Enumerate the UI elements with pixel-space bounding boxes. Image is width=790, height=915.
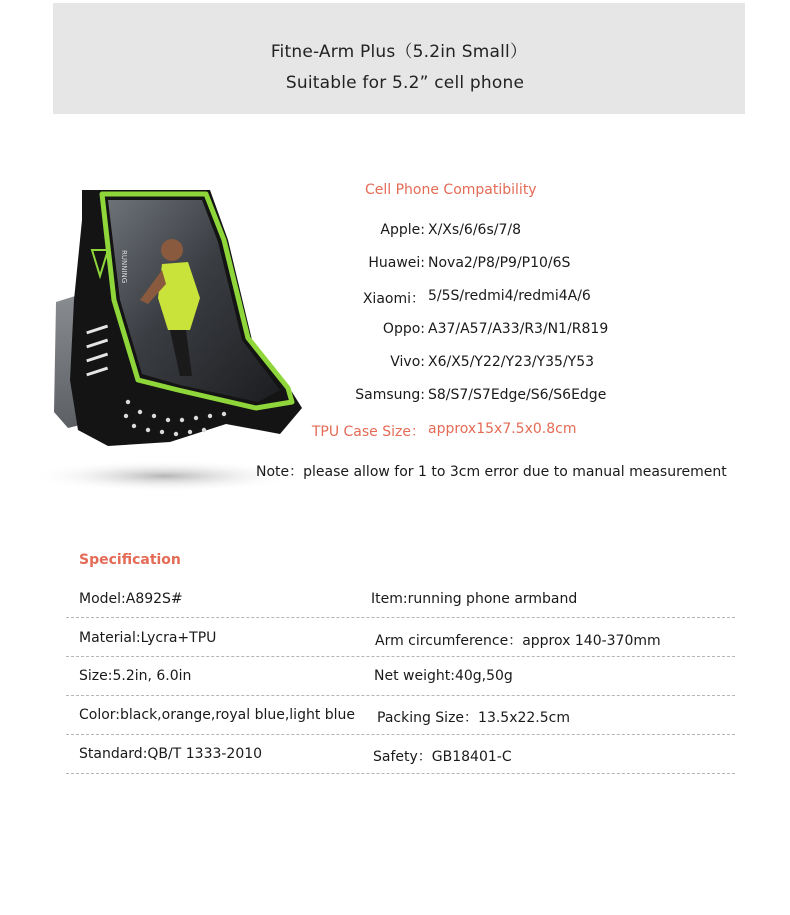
spec-row: [66, 695, 735, 735]
brand-text: RUNNING: [120, 250, 128, 284]
compat-row-xiaomi: [250, 288, 730, 308]
tpu-case-size-label: TPU Case Size：: [311, 424, 425, 440]
tpu-case-size-row: [250, 421, 730, 441]
compat-brand: Samsung:: [355, 387, 425, 403]
spec-material: Material:Lycra+TPU: [79, 630, 217, 646]
compat-row-apple: [250, 222, 730, 242]
runner-head: [161, 239, 183, 261]
compat-row-vivo: [250, 354, 730, 374]
spec-color: Color:black,orange,royal blue,light blue: [79, 707, 356, 723]
compat-brand: Vivo:: [390, 354, 425, 370]
tpu-case-size-value: approx15x7.5x0.8cm: [428, 421, 577, 437]
compat-models: X6/X5/Y22/Y23/Y35/Y53: [428, 354, 595, 370]
spec-net-weight: Net weight:40g,50g: [374, 668, 513, 684]
spec-standard: Standard:QB/T 1333-2010: [79, 746, 263, 762]
specification-heading: Specification: [79, 552, 181, 568]
measurement-note: Note：please allow for 1 to 3cm error due to manual measurement: [256, 464, 727, 480]
spec-packing-size: Packing Size：13.5x22.5cm: [377, 710, 570, 726]
compat-row-samsung: [250, 387, 730, 407]
compat-row-oppo: [250, 321, 730, 341]
compat-models: Nova2/P8/P9/P10/6S: [428, 255, 571, 271]
compat-row-huawei: [250, 255, 730, 275]
spec-size: Size:5.2in, 6.0in: [79, 668, 192, 684]
spec-row: [66, 734, 735, 774]
compat-brand: Huawei:: [368, 255, 425, 271]
spec-row: [66, 578, 735, 618]
header-banner: [53, 3, 745, 114]
compat-brand: Xiaomi：: [362, 291, 425, 307]
spec-row: [66, 617, 735, 657]
spec-model: Model:A892S#: [79, 591, 183, 607]
compat-brand: Apple:: [380, 222, 425, 238]
compat-models: 5/5S/redmi4/redmi4A/6: [428, 288, 591, 304]
product-title: Fitne-Arm Plus（5.2in Small）: [270, 42, 528, 62]
spec-row: [66, 656, 735, 696]
compat-brand: Oppo:: [382, 321, 425, 337]
compat-models: S8/S7/S7Edge/S6/S6Edge: [428, 387, 607, 403]
product-subtitle: Suitable for 5.2” cell phone: [285, 73, 525, 93]
spec-item: Item:running phone armband: [371, 591, 578, 607]
compat-models: A37/A57/A33/R3/N1/R819: [428, 321, 609, 337]
spec-safety: Safety：GB18401-C: [373, 749, 512, 765]
spec-arm-circumference: Arm circumference：approx 140-370mm: [375, 633, 661, 649]
compatibility-heading: Cell Phone Compatibility: [365, 182, 537, 198]
compat-models: X/Xs/6/6s/7/8: [428, 222, 521, 238]
